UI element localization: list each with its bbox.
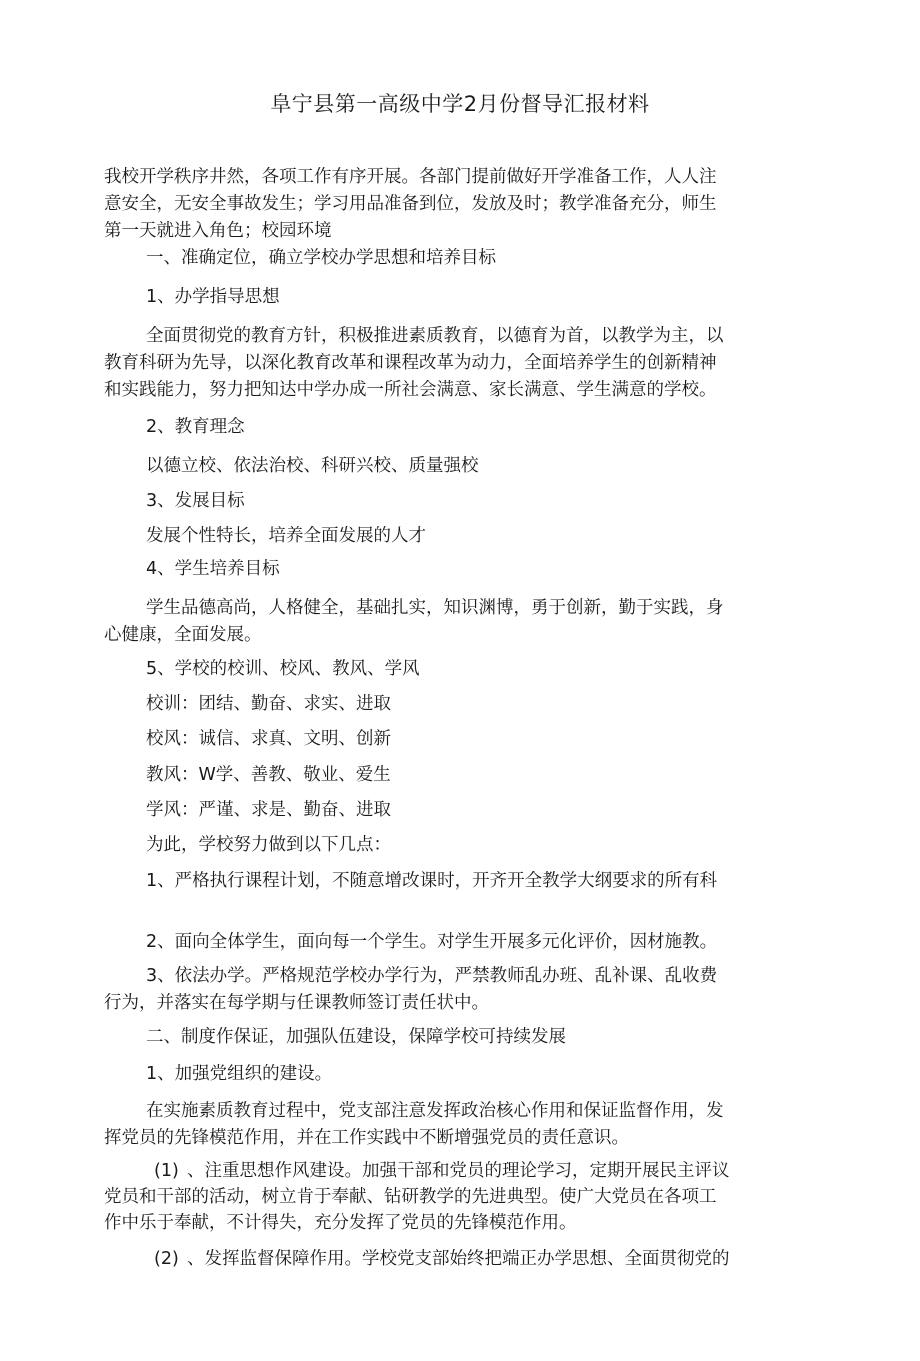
intro-line-1: 我校开学秩序井然，各项工作有序开展。各部门提前做好开学准备工作，人人注 xyxy=(104,167,717,187)
motto-jiaofeng: 教风：W学、善教、敬业、爱生 xyxy=(146,765,391,785)
intro-line-3: 第一天就进入角色；校园环境 xyxy=(104,221,332,241)
subheading-goals: 3、发展目标 xyxy=(146,491,245,511)
item-2-text: 、发挥监督保障作用。学校党支部始终把端正办学思想、全面贯彻党的 xyxy=(187,1249,730,1269)
subheading-student-goals: 4、学生培养目标 xyxy=(146,559,280,579)
point-1: 1、严格执行课程计划，不随意增改课时，开齐开全教学大纲要求的所有科 xyxy=(146,871,718,891)
guiding-thought-line-2: 教育科研为先导，以深化教育改革和课程改革为动力，全面培养学生的创新精神 xyxy=(104,353,717,373)
item-2-line-1 xyxy=(154,1246,730,1273)
party-line-2: 挥党员的先锋模范作用，并在工作实践中不断增强党员的责任意识。 xyxy=(104,1128,629,1148)
section-2-heading: 二、制度作保证，加强队伍建设，保障学校可持续发展 xyxy=(146,1027,566,1047)
motto-xiaofeng: 校风：诚信、求真、文明、创新 xyxy=(146,729,391,749)
section-1-heading: 一、准确定位，确立学校办学思想和培养目标 xyxy=(146,248,496,268)
motto-xiaoxun: 校训：团结、勤奋、求实、进取 xyxy=(146,694,391,714)
guiding-thought-line-3: 和实践能力，努力把知达中学办成一所社会满意、家长满意、学生满意的学校。 xyxy=(104,380,717,400)
subheading-party: 1、加强党组织的建设。 xyxy=(146,1064,333,1084)
intro-line-2: 意安全，无安全事故发生；学习用品准备到位，发放及时；教学准备充分，师生 xyxy=(104,194,717,214)
points-intro: 为此，学校努力做到以下几点： xyxy=(146,835,391,855)
motto-xuefeng: 学风：严谨、求是、勤奋、进取 xyxy=(146,800,391,820)
item-1-text: 、注重思想作风建设。加强干部和党员的理论学习，定期开展民主评议 xyxy=(187,1161,730,1181)
item-1-line-2: 党员和干部的活动，树立肯于奉献、钻研教学的先进典型。使广大党员在各项工 xyxy=(104,1187,717,1207)
philosophy-text: 以德立校、依法治校、科研兴校、质量强校 xyxy=(146,456,479,476)
item-1-line-3: 作中乐于奉献，不计得失，充分发挥了党员的先锋模范作用。 xyxy=(104,1213,577,1233)
subheading-guiding-thought: 1、办学指导思想 xyxy=(146,287,280,307)
item-2-number: (2) xyxy=(154,1249,179,1269)
item-1-number: (1) xyxy=(154,1161,179,1181)
subheading-philosophy: 2、教育理念 xyxy=(146,417,245,437)
point-3-line-1: 3、依法办学。严格规范学校办学行为，严禁教师乱办班、乱补课、乱收费 xyxy=(146,966,718,986)
student-goals-line-1: 学生品德高尚，人格健全，基础扎实，知识渊博，勇于创新，勤于实践，身 xyxy=(146,598,724,618)
subheading-mottos: 5、学校的校训、校风、教风、学风 xyxy=(146,659,420,679)
item-1-line-1 xyxy=(154,1158,730,1185)
party-line-1: 在实施素质教育过程中，党支部注意发挥政治核心作用和保证监督作用，发 xyxy=(146,1101,724,1121)
document-title: 阜宁县第一高级中学2月份督导汇报材料 xyxy=(270,92,650,116)
goals-text: 发展个性特长，培养全面发展的人才 xyxy=(146,526,426,546)
guiding-thought-line-1: 全面贯彻党的教育方针，积极推进素质教育，以德育为首，以教学为主，以 xyxy=(146,326,724,346)
student-goals-line-2: 心健康，全面发展。 xyxy=(104,625,262,645)
point-3-line-2: 行为，并落实在每学期与任课教师签订责任状中。 xyxy=(104,993,489,1013)
point-2: 2、面向全体学生，面向每一个学生。对学生开展多元化评价，因材施教。 xyxy=(146,932,718,952)
